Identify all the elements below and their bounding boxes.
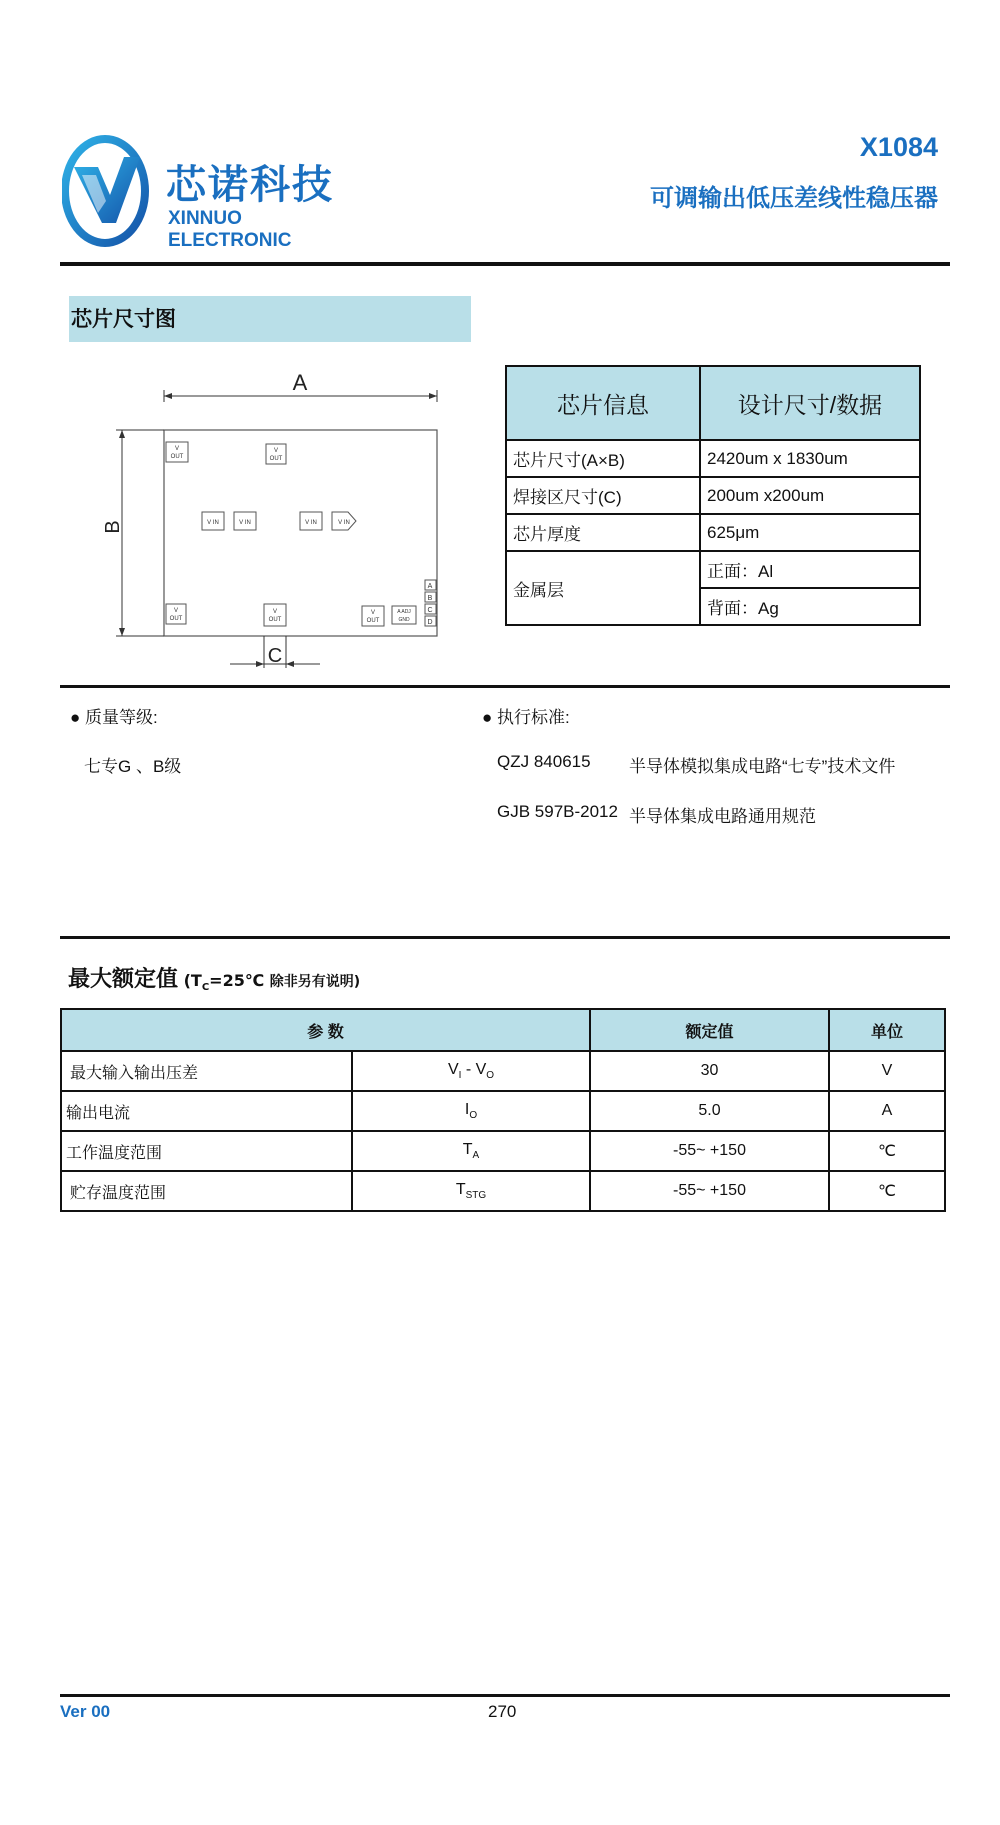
row-value: 200um x200um [700,477,920,514]
metal-front: 正面：Al [700,551,920,588]
param-unit: V [829,1051,945,1091]
svg-text:V IN: V IN [305,520,317,526]
table-row [506,551,920,588]
ratings-condition: ($T_C=25℃$ [183,971,265,994]
standard-code: GJB 597B-2012 [497,802,618,821]
svg-text:A: A [427,583,433,590]
table-row [61,1091,945,1131]
svg-text:OUT: OUT [269,456,283,462]
die-outline [164,430,437,636]
logo [62,135,342,250]
row-label: 芯片厚度 [506,514,700,551]
quality-label: 质量等级: [85,708,158,727]
param-unit: ℃ [829,1171,945,1211]
row-value: 2420um x 1830um [700,440,920,477]
param-symbol: $I_O$ [352,1091,590,1131]
section-title-bar [69,296,471,342]
svg-text:OUT: OUT [366,618,380,624]
table-row [506,477,920,514]
svg-text:OUT: OUT [169,616,183,622]
svg-text:V: V [272,609,278,615]
section-divider [60,685,950,688]
table-row [506,440,920,477]
standard-name: 半导体集成电路通用规范 [629,807,816,826]
ratings-table [60,1008,946,1212]
param-value: -55~ +150 [590,1171,829,1211]
param-value: 5.0 [590,1091,829,1131]
dim-b-label: B [102,520,124,534]
svg-text:GND: GND [398,617,410,623]
metal-layer-label: 金属层 [506,551,700,625]
standard-code: QZJ 840615 [497,752,591,771]
value-header: 额定值 [590,1009,829,1051]
svg-text:V IN: V IN [338,520,350,526]
bullet-icon: ● [70,708,81,727]
document-subtitle: 可调输出低压差线性稳压器 [650,184,938,212]
param-value: 30 [590,1051,829,1091]
param-symbol: $T_A$ [352,1131,590,1171]
param-unit: A [829,1091,945,1131]
metal-back: 背面：Ag [700,588,920,625]
svg-text:V: V [273,448,279,454]
param-symbol: $V_I - V_O$ [352,1051,590,1091]
param-name: 工作温度范围 [61,1131,352,1171]
version-label: Ver 00 [60,1702,111,1721]
svg-text:V IN: V IN [239,520,251,526]
table-row [61,1131,945,1171]
svg-text:V: V [174,446,180,452]
logo-chinese: 芯诺科技 [166,162,334,208]
header-rule [60,262,950,266]
svg-text:V: V [370,610,376,616]
dim-a-label: A [292,370,308,395]
chip-info-table [505,365,921,626]
logo-icon [62,135,152,247]
svg-text:D: D [427,619,433,626]
section-divider [60,936,950,939]
unit-header: 单位 [829,1009,945,1051]
ratings-title: 最大额定值 [68,967,179,992]
svg-text:OUT: OUT [170,454,184,460]
page-number: 270 [488,1702,517,1721]
svg-text:C: C [427,607,433,614]
standards-label: 执行标准: [497,708,570,727]
param-value: -55~ +150 [590,1131,829,1171]
chip-data-header: 设计尺寸/数据 [700,366,920,440]
param-symbol: $T_{STG}$ [352,1171,590,1211]
standard-name: 半导体模拟集成电路“七专”技术文件 [629,757,896,776]
row-label: 芯片尺寸(A×B) [506,440,700,477]
svg-text:V: V [173,608,179,614]
bullet-icon: ● [482,708,493,727]
section-title: 芯片尺寸图 [71,307,176,331]
param-header: 参 数 [61,1009,590,1051]
svg-text:A ADJ: A ADJ [397,609,411,615]
part-number: X1084 [859,132,938,162]
standards-heading [482,703,570,728]
footer-rule [60,1694,950,1697]
chip-info-header: 芯片信息 [506,366,700,440]
logo-english: XINNUO ELECTRONIC [168,208,292,251]
row-label: 焊接区尺寸(C) [506,477,700,514]
param-name: 贮存温度范围 [61,1171,352,1211]
param-unit: ℃ [829,1131,945,1171]
svg-text:OUT: OUT [268,617,282,623]
svg-text:V IN: V IN [207,520,219,526]
svg-text:B: B [427,595,433,602]
table-row [506,514,920,551]
param-name: 输出电流 [61,1091,352,1131]
ratings-title-row [68,962,360,993]
chip-dimension-diagram [100,370,460,670]
table-row [61,1171,945,1211]
quality-value: 七专G 、B级 [84,757,182,776]
ratings-note: 除非另有说明) [269,974,361,990]
row-value: 625μm [700,514,920,551]
table-row [61,1051,945,1091]
param-name: 最大输入输出压差 [61,1051,352,1091]
quality-heading [70,703,158,728]
dim-c-label: C [267,645,283,667]
